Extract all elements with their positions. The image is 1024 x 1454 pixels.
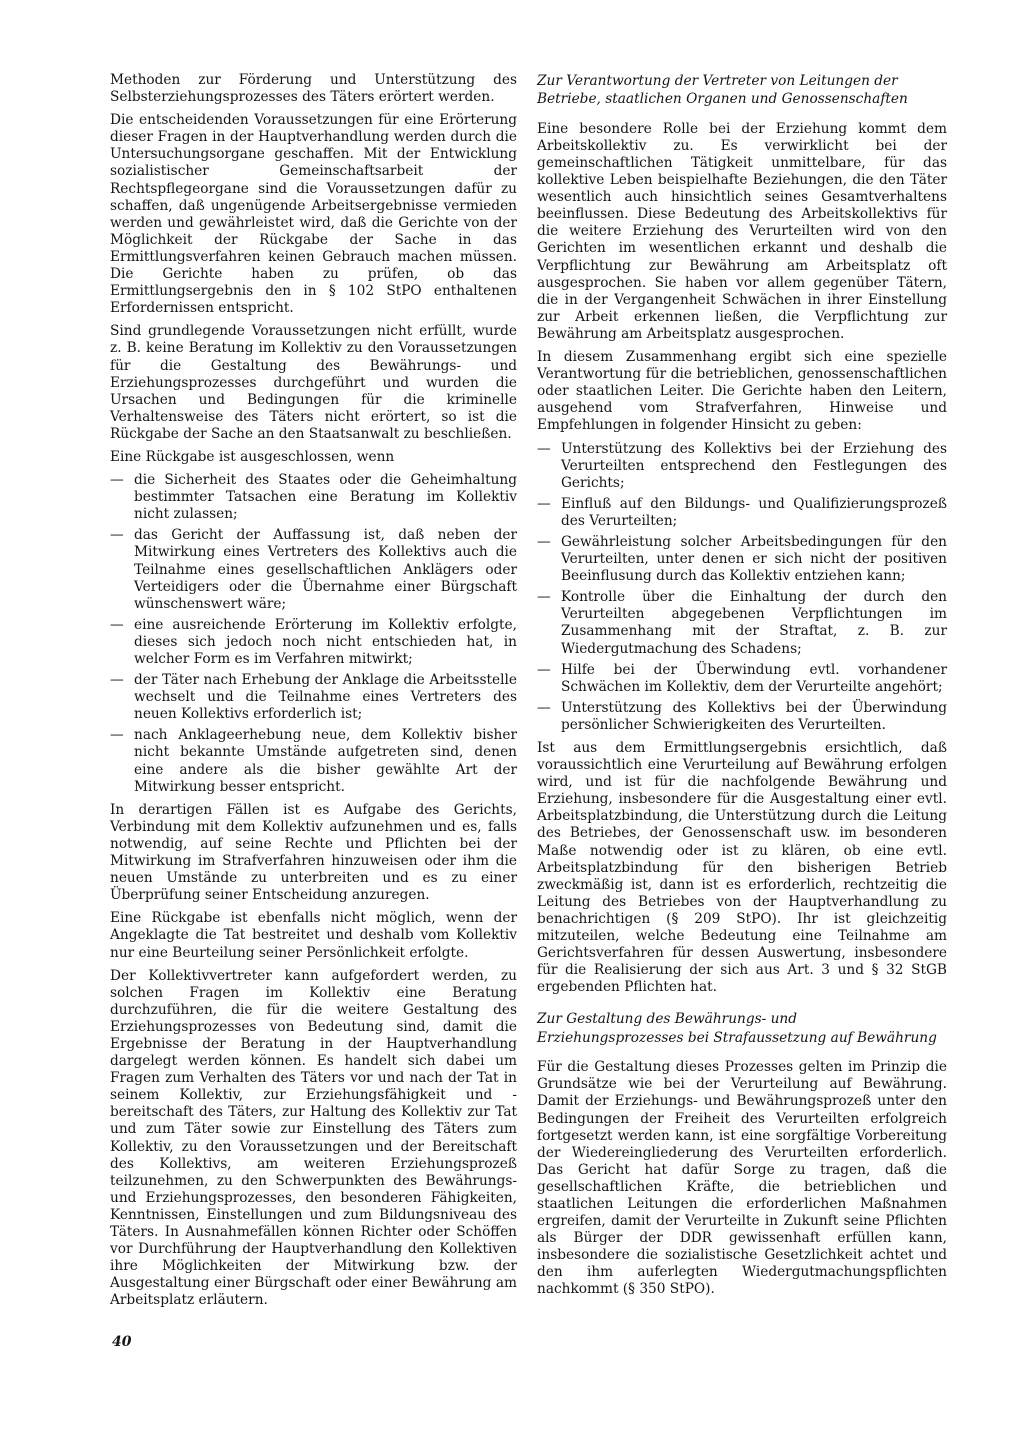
paragraph: Sind grundlegende Voraussetzungen nicht erfüllt, wurde z. B. keine Beratung im Kollektiv zu den Voraussetzungen für die Gestaltung des Bewährungs- und Erziehungsprozesses durchgeführt und wurden die Ursachen und Bedingungen für die kriminelle Verhaltensweise des Täters nicht erörtert, so ist die Rückgabe der Sache an den Staatsanwalt zu beschließen. <box>110 323 517 442</box>
list-item: — die Sicherheit des Staates oder die Geheimhaltung bestimmter Tatsachen eine Beratung im Kollektiv nicht zulassen; <box>110 472 517 523</box>
list-item: — Unterstützung des Kollektivs bei der Erziehung des Verurteilten entsprechend den Festlegungen des Gerichts; <box>537 441 947 492</box>
paragraph: Eine Rückgabe ist ausgeschlossen, wenn <box>110 448 395 465</box>
page-number: 40 <box>112 1334 132 1350</box>
list-item: — Kontrolle über die Einhaltung der durch den Verurteilten abgegebenen Verpflichtungen im Zusammenhang mit der Straftat, z. B. zur Wiedergutmachung des Schadens; <box>537 589 947 657</box>
recommendation-list <box>537 441 947 735</box>
list-item: — der Täter nach Erhebung der Anklage die Arbeitsstelle wechselt und die Teilnahme eines Vertreters des neuen Kollektivs erforderlich ist; <box>110 672 517 723</box>
section-heading: Zur Verantwortung der Vertreter von Leitungen der Betriebe, staatlichen Organen und Genossenschaften <box>537 73 908 108</box>
paragraph: Der Kollektivvertreter kann aufgefordert werden, zu solchen Fragen im Kollektiv eine Beratung durchzuführen, die für die weitere Gestaltung des Erziehungsprozesses von Bedeutung sind, damit die Ergebnisse der Beratung in der Hauptverhandlung dargelegt werden können. Es handelt sich dabei um Fragen zum Verhalten des Täters vor und nach der Tat in seinem Kollektiv, zur Erziehungsfähigkeit und -bereitschaft des Täters, zur Haltung des Kollektiv zur Tat und zum Täter sowie zur Einstellung des Täters zum Kollektiv, zu den Voraussetzungen und der Bereitschaft des Kollektivs, am weiteren Erziehungsprozeß teilzunehmen, zu den Schwerpunkten des Bewährungs- und Erziehungsprozesses, den besonderen Fähigkeiten, Kenntnissen, Einstellungen und zum Bildungsniveau des Täters. In Ausnahmefällen können Richter oder Schöffen vor Durchführung der Hauptverhandlung den Kollektiven ihre Möglichkeiten der Mitwirkung bzw. der Ausgestaltung einer Bürgschaft oder einer Bewährung am Arbeitsplatz erläutern. <box>110 967 517 1309</box>
paragraph: Eine besondere Rolle bei der Erziehung kommt dem Arbeitskollektiv zu. Es verwirklicht bei der gemeinschaftlichen Tätigkeit unmittelbare, für das kollektive Leben beispielhafte Beziehungen, die den Täter wesentlich auch hinsichtlich seines Gesamtverhaltens beeinflussen. Diese Bedeutung des Arbeitskollektivs für die weitere Erziehung des Verurteilten wird von den Gerichten im wesentlichen erkannt und deshalb die Verpflichtung zur Bewährung am Arbeitsplatz oft ausgesprochen. Sie haben vor allem gegenüber Tätern, die in der Vergangenheit Schwächen in ihrer Einstellung zur Arbeit erkennen ließen, die Verpflichtung zur Bewährung am Arbeitsplatz ausgesprochen. <box>537 120 947 342</box>
exclusion-list <box>110 472 517 796</box>
list-item: — Unterstützung des Kollektivs bei der Überwindung persönlicher Schwierigkeiten des Verurteilten. <box>537 700 947 734</box>
section-heading: Zur Gestaltung des Bewährungs- und Erziehungsprozesses bei Strafaussetzung auf Bewährung <box>537 1011 937 1046</box>
list-item: — nach Anklageerhebung neue, dem Kollektiv bisher nicht bekannte Umstände aufgetreten sind, denen eine andere als die bisher gewählte Art der Mitwirkung besser entspricht. <box>110 727 517 795</box>
list-item: — eine ausreichende Erörterung im Kollektiv erfolgte, dieses sich jedoch noch nicht entschieden hat, in welcher Form es im Verfahren mitwirkt; <box>110 617 517 668</box>
paragraph: Ist aus dem Ermittlungsergebnis ersichtlich, daß voraussichtlich eine Verurteilung auf Bewährung erfolgen wird, und ist für die nachfolgende Bewährung und Erziehung, insbesondere für die Ausgestaltung einer evtl. Arbeitsplatzbindung, die Unterstützung durch die Leitung des Betriebes, der Genossenschaft usw. im besonderen Maße notwendig oder ist zu klären, ob eine evtl. Arbeitsplatzbindung für den bisherigen Betrieb zweckmäßig ist, dann ist es erforderlich, rechtzeitig die Leitung des Betriebes von der Hauptverhandlung zu benachrichtigen (§ 209 StPO). Ihr ist gleichzeitig mitzuteilen, welche Bedeutung eine Teilnahme am Gerichtsverfahren für dessen Auswertung, insbesondere für die Realisierung der sich aus Art. 3 und § 32 StGB ergebenden Pflichten hat. <box>537 740 947 996</box>
list-item: — Hilfe bei der Überwindung evtl. vorhandener Schwächen im Kollektiv, dem der Verurteilte angehört; <box>537 662 947 696</box>
paragraph: Für die Gestaltung dieses Prozesses gelten im Prinzip die Grundsätze wie bei der Verurteilung auf Bewährung. Damit der Erziehungs- und Bewährungsprozeß unter den Bedingungen der Freiheit des Verurteilten erfolgreich fortgesetzt werden kann, ist eine sorgfältige Vorbereitung der Wiedereingliederung des Verurteilten erforderlich. Das Gericht hat dafür Sorge zu tragen, daß die gesellschaftlichen Kräfte, die betrieblichen und staatlichen Leitungen die erforderlichen Maßnahmen ergreifen, damit der Verurteilte in Zukunft seine Pflichten als Bürger der DDR gewissenhaft erfüllen kann, insbesondere die sozialistische Gesetzlichkeit achtet und den ihm auferlegten Wiedergutmachungspflichten nachkommt (§ 350 StPO). <box>537 1059 947 1298</box>
paragraph: In derartigen Fällen ist es Aufgabe des Gerichts, Verbindung mit dem Kollektiv aufzunehmen und es, falls notwendig, auf seine Rechte und Pflichten bei der Mitwirkung im Strafverfahren hinzuweisen oder ihm die neuen Umstände zu unterbreiten und es zu einer Überprüfung seiner Entscheidung anzuregen. <box>110 801 517 904</box>
list-item: — Einfluß auf den Bildungs- und Qualifizierungsprozeß des Verurteilten; <box>537 496 947 530</box>
paragraph: Eine Rückgabe ist ebenfalls nicht möglich, wenn der Angeklagte die Tat bestreitet und deshalb vom Kollektiv nur eine Beurteilung seiner Persönlichkeit erfolgte. <box>110 910 517 961</box>
paragraph: Die entscheidenden Voraussetzungen für eine Erörterung dieser Fragen in der Hauptverhandlung werden durch die Untersuchungsorgane geschaffen. Mit der Entwicklung sozialistischer Gemeinschaftsarbeit der Rechtspflegeorgane sind die Voraussetzungen dafür zu schaffen, daß ungenügende Arbeitsergebnisse vermieden werden und gewährleistet wird, daß die Gerichte von der Möglichkeit der Rückgabe der Sache in das Ermittlungsverfahren keinen Gebrauch machen müssen. Die Gerichte haben zu prüfen, ob das Ermittlungsergebnis den in § 102 StPO enthaltenen Erfordernissen entspricht. <box>110 112 517 317</box>
list-item: — das Gericht der Auffassung ist, daß neben der Mitwirkung eines Vertreters des Kollektivs auch die Teilnahme eines gesellschaftlichen Anklägers oder Verteidigers oder die Übernahme einer Bürgschaft wünschenswert wäre; <box>110 527 517 612</box>
paragraph: Methoden zur Förderung und Unterstützung des Selbsterziehungsprozesses des Täters erörtert werden. <box>110 72 517 106</box>
list-item: — Gewährleistung solcher Arbeitsbedingungen für den Verurteilten, unter denen er sich nicht der positiven Beeinflusung durch das Kollektiv entziehen kann; <box>537 534 947 585</box>
paragraph: In diesem Zusammenhang ergibt sich eine spezielle Verantwortung für die betrieblichen, genossenschaftlichen oder staatlichen Leiter. Die Gerichte haben den Leitern, ausgehend vom Strafverfahren, Hinweise und Empfehlungen in folgender Hinsicht zu geben: <box>537 349 947 434</box>
left-column <box>110 72 517 1315</box>
right-column <box>537 72 947 1305</box>
